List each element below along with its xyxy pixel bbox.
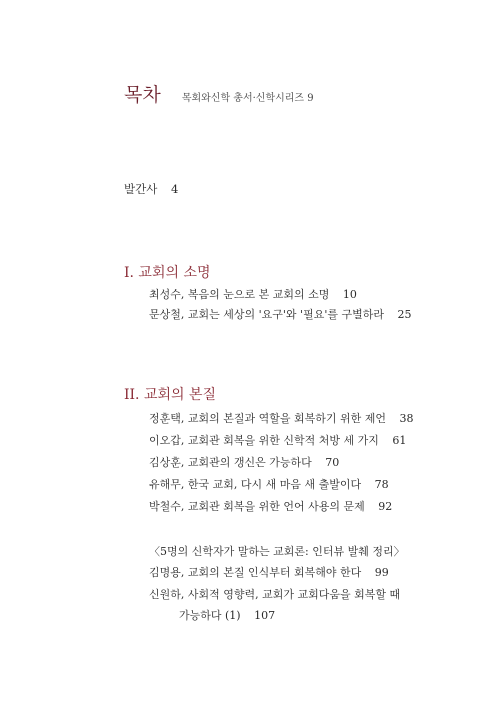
toc-entry[interactable] xyxy=(149,286,357,302)
toc-entry[interactable] xyxy=(149,586,400,602)
page-number: 78 xyxy=(374,478,389,491)
toc-entry[interactable] xyxy=(149,432,406,448)
toc-entry[interactable] xyxy=(149,498,392,514)
section-heading-essence[interactable]: II. 교회의 본질 xyxy=(124,387,217,403)
toc-entry[interactable] xyxy=(149,306,411,322)
page-number: 92 xyxy=(378,500,393,513)
section-heading-calling[interactable]: I. 교회의 소명 xyxy=(124,265,211,281)
toc-entry-continuation[interactable] xyxy=(179,607,275,623)
entry-label: 박철수, 교회관 회복을 위한 언어 사용의 문제 xyxy=(149,500,365,513)
entry-label: 이오갑, 교회관 회복을 위한 신학적 처방 세 가지 xyxy=(149,434,379,447)
series-label: 목회와신학 총서·신학시리즈 9 xyxy=(181,93,314,104)
page-number: 25 xyxy=(397,308,412,321)
page-number: 10 xyxy=(342,288,357,301)
entry-label: 신원하, 사회적 영향력, 교회가 교회다움을 회복할 때 xyxy=(149,588,401,601)
entry-label: 김명용, 교회의 본질 인식부터 회복해야 한다 xyxy=(149,566,362,579)
page-title: 목차 xyxy=(124,84,161,106)
toc-entry[interactable] xyxy=(149,410,414,426)
page-number: 107 xyxy=(254,609,276,622)
entry-label: 가능하다 (1) xyxy=(179,609,241,622)
toc-header xyxy=(124,80,314,107)
interview-subheading xyxy=(149,543,405,559)
page-number: 38 xyxy=(399,412,414,425)
toc-entry[interactable] xyxy=(149,476,389,492)
entry-label: 최성수, 복음의 눈으로 본 교회의 소명 xyxy=(149,288,330,301)
subheading-label: 〈5명의 신학자가 말하는 교회론: 인터뷰 발췌 정리〉 xyxy=(149,545,405,558)
entry-label: 문상철, 교회는 세상의 '요구'와 '필요'를 구별하라 xyxy=(149,308,384,321)
page-number: 4 xyxy=(170,182,179,196)
toc-entry[interactable] xyxy=(149,564,389,580)
page-number: 61 xyxy=(392,434,407,447)
entry-label: 유해무, 한국 교회, 다시 새 마음 새 출발이다 xyxy=(149,478,362,491)
page-number: 99 xyxy=(374,566,389,579)
toc-entry-foreword[interactable] xyxy=(124,181,178,197)
entry-label: 김상훈, 교회관의 갱신은 가능하다 xyxy=(149,456,312,469)
entry-label: 발간사 xyxy=(124,182,158,196)
toc-entry[interactable] xyxy=(149,454,339,470)
page-number: 70 xyxy=(325,456,340,469)
entry-label: 정훈택, 교회의 본질과 역할을 회복하기 위한 제언 xyxy=(149,412,386,425)
